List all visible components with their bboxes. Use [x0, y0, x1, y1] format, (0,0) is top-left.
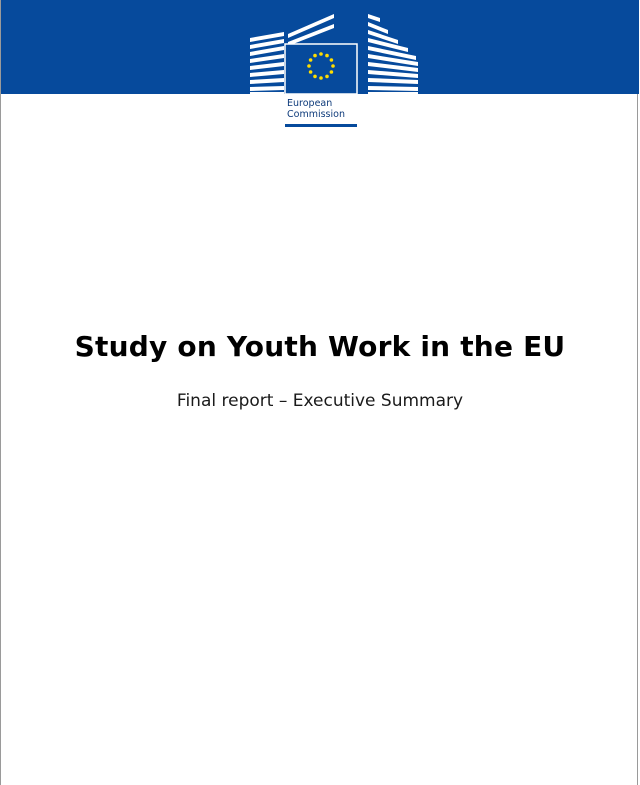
logo-wordmark [287, 98, 345, 120]
document-title: Study on Youth Work in the EU [74, 330, 566, 363]
document-subtitle: Final report – Executive Summary [176, 391, 464, 411]
logo-line-european: European [287, 98, 333, 109]
logo-underline [285, 124, 357, 127]
logo-line-commission: Commission [287, 109, 345, 120]
